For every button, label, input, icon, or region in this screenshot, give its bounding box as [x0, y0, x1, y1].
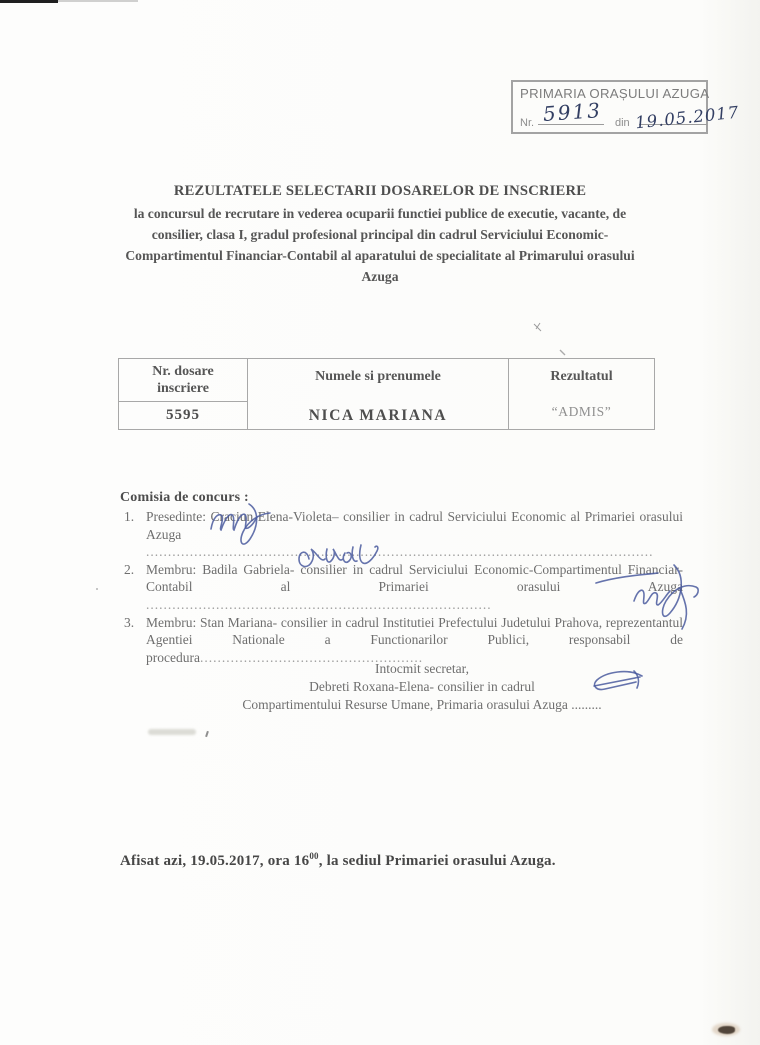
table-header-dossier-number: Nr. dosare inscriere — [119, 359, 247, 402]
posted-notice — [120, 851, 556, 870]
commission-member-1 — [120, 508, 683, 561]
commission-member-2 — [120, 561, 683, 614]
stamp-din-label: din — [615, 117, 630, 129]
member-text: Membru: Stan Mariana- consilier in cadrul Institutiei Prefectului Judetului Prahova, reprezentantul Agentiei Nationale a Functionarilor Publici, responsabil de procedura — [146, 614, 683, 665]
table-cell-candidate-name: NICA MARIANA — [308, 406, 448, 424]
member-number: 2. — [124, 561, 135, 577]
scan-artifact-x-mark — [532, 321, 544, 333]
scan-artifact-fleck — [205, 731, 209, 737]
stamp-date-value: 19.05.2017 — [634, 102, 741, 133]
member-number: 1. — [124, 509, 135, 524]
table-column-name — [247, 359, 508, 429]
signoff-block — [212, 660, 632, 713]
dotted-signature-line: ............................................................................... — [146, 596, 492, 612]
scan-artifact-top-edge — [0, 0, 58, 3]
posted-notice-hour-superscript: 00 — [309, 851, 319, 861]
document-title: REZULTATELE SELECTARII DOSARELOR DE INSCRIERE — [173, 183, 587, 199]
stamp-number-value: 5913 — [542, 97, 603, 127]
stamp-institution-name: PRIMARIA ORAȘULUI AZUGA — [520, 86, 710, 101]
subtitle-line: la concursul de recrutare in vederea ocuparii functiei publice de executie, vacante, de — [133, 206, 627, 221]
table-cell-result: “ADMIS” — [551, 403, 612, 419]
commission-member-3 — [120, 614, 683, 667]
results-table — [118, 358, 655, 430]
scan-artifact-smudge — [148, 729, 196, 735]
member-number: 3. — [124, 614, 135, 630]
registration-stamp — [511, 80, 741, 134]
commission-section — [120, 490, 683, 666]
scan-artifact-corner-smudge — [718, 1026, 735, 1034]
subtitle-line: Azuga — [361, 269, 399, 284]
document-subtitle — [80, 203, 680, 287]
scan-artifact-speck — [96, 588, 98, 590]
posted-notice-text-end: , la sediul Primariei orasului Azuga. — [318, 853, 556, 869]
stamp-nr-label: Nr. — [520, 117, 535, 129]
scan-artifact-top-edge-fade — [58, 0, 138, 2]
member-text: Presedinte: Craciun Elena-Violeta– consilier in cadrul Serviciului Economic al Primariei orasului Azuga — [146, 509, 683, 542]
table-column-result — [508, 359, 654, 429]
table-header-name: Numele si prenumele — [315, 369, 441, 384]
table-column-dossier — [119, 359, 247, 429]
member-text: Membru: Badila Gabriela- consilier in cadrul Serviciului Economic-Compartimentul Financiar-Contabil al Primariei orasului Azuga — [146, 561, 683, 595]
subtitle-line: Compartimentul Financiar-Contabil al aparatului de specialitate al Primarului orasului — [125, 248, 635, 263]
signoff-role-line: Intocmit secretar, — [375, 661, 469, 676]
subtitle-line: consilier, clasa I, gradul profesional principal din cadrul Serviciului Economic- — [151, 227, 609, 242]
dotted-signature-line: ................................................... — [199, 649, 424, 665]
commission-heading: Comisia de concurs : — [120, 490, 249, 505]
table-cell-dossier-number: 5595 — [166, 407, 200, 423]
signoff-department-line: Compartimentului Resurse Umane, Primaria orasului Azuga ......... — [242, 696, 602, 712]
scan-artifact-dot-mark — [559, 349, 567, 357]
signoff-name-line: Debreti Roxana-Elena- consilier in cadrul — [309, 678, 535, 694]
posted-notice-text: Afisat azi, 19.05.2017, ora 16 — [120, 853, 310, 869]
dotted-signature-line: .................................................................................................................... — [146, 544, 654, 560]
table-header-result: Rezultatul — [550, 369, 613, 384]
